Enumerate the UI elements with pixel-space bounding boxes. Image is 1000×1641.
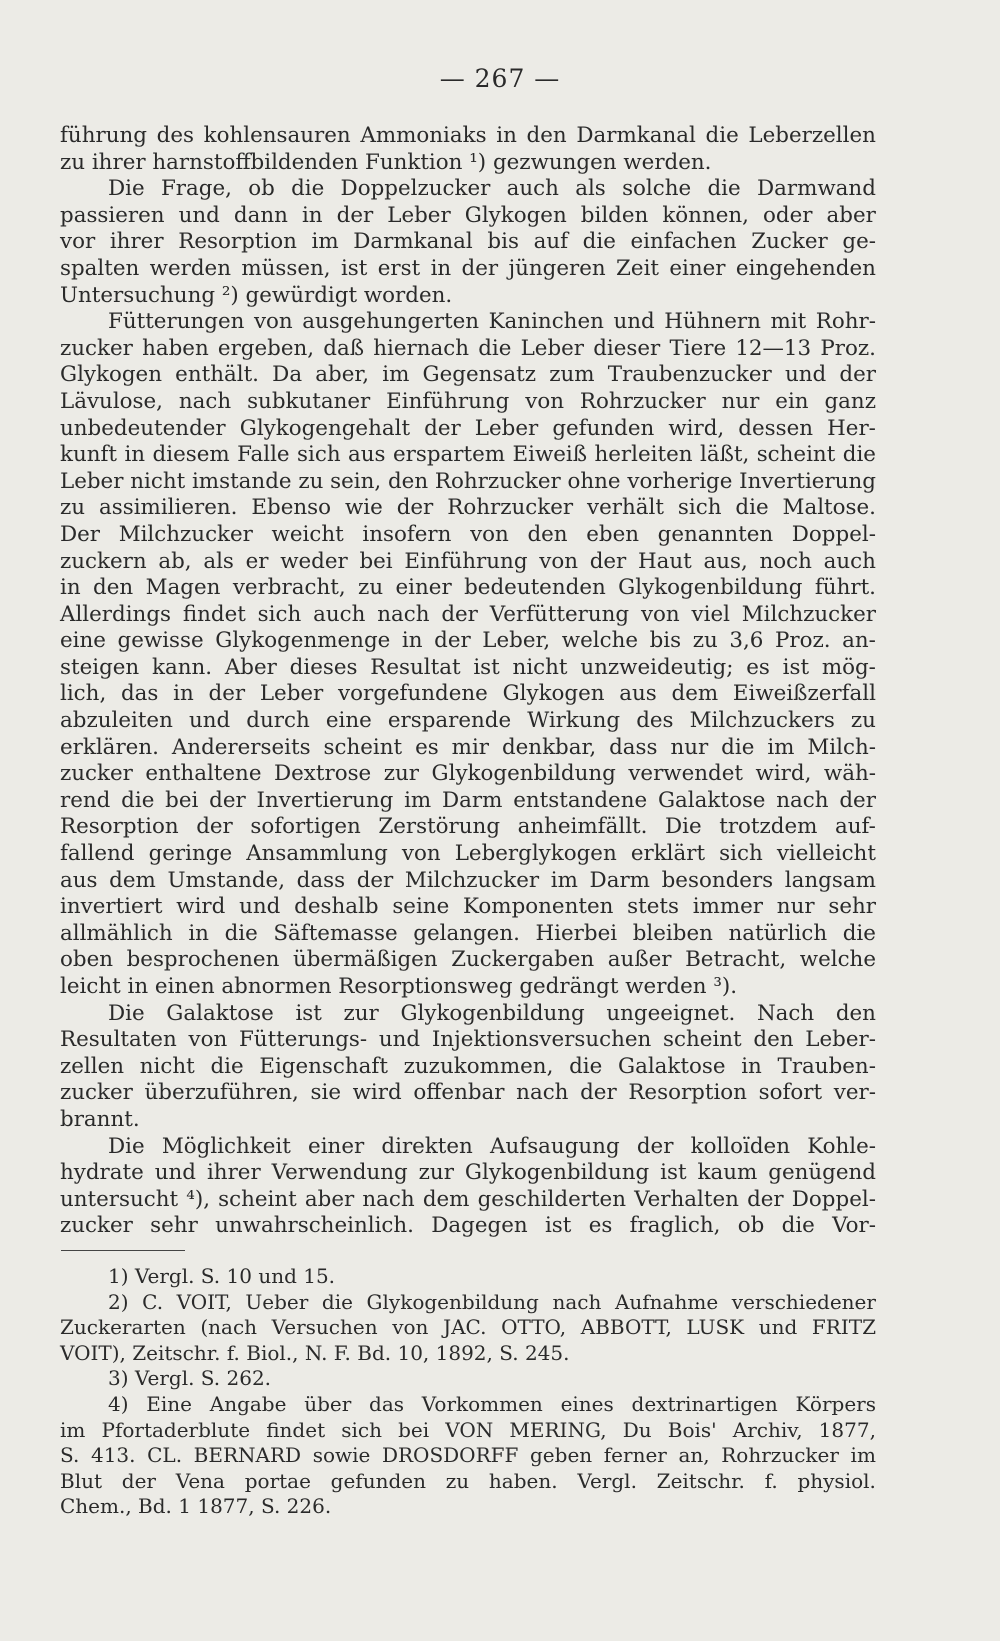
footnote-line: 2) C. VOIT, Ueber die Glykogenbildung nach Aufnahme verschiedener [108, 1289, 876, 1314]
footnote-line: 1) Vergl. S. 10 und 15. [108, 1264, 336, 1288]
text-line: zu assimilieren. Ebenso wie der Rohrzucker verhält sich die Maltose. [60, 495, 876, 521]
text-line: Leber nicht imstande zu sein, den Rohrzucker ohne vorherige Invertierung [60, 468, 876, 494]
text-line: Resorption der sofortigen Zerstörung anheimfällt. Die trotzdem auf- [60, 814, 876, 840]
text-line: zucker haben ergeben, daß hiernach die Leber dieser Tiere 12—13 Proz. [60, 335, 876, 361]
text-line: Die Möglichkeit einer direkten Aufsaugung der kolloïden Kohle- [108, 1133, 876, 1159]
text-line: steigen kann. Aber dieses Resultat ist nicht unzweideutig; es ist mög- [60, 654, 876, 680]
text-line: abzuleiten und durch eine ersparende Wirkung des Milchzuckers zu [60, 708, 876, 734]
text-line: Untersuchung ²) gewürdigt worden. [60, 282, 453, 308]
text-line: zucker überzuführen, sie wird offenbar nach der Resorption sofort ver- [60, 1080, 876, 1106]
text-line: invertiert wird und deshalb seine Komponenten stets immer nur sehr [60, 894, 876, 920]
text-line: fallend geringe Ansammlung von Leberglykogen erklärt sich vielleicht [60, 841, 876, 867]
text-line: allmählich in die Säftemasse gelangen. Hierbei bleiben natürlich die [60, 920, 876, 946]
text-line: Resultaten von Fütterungs- und Injektionsversuchen scheint den Leber- [60, 1027, 876, 1053]
text-line: unbedeutender Glykogengehalt der Leber gefunden wird, dessen Her- [60, 415, 876, 441]
text-line: zuckern ab, als er weder bei Einführung von der Haut aus, noch auch [60, 548, 876, 574]
footnote-line: Chem., Bd. 1 1877, S. 226. [60, 1494, 332, 1519]
text-line: vor ihrer Resorption im Darmkanal bis auf die einfachen Zucker ge- [60, 229, 876, 255]
footnote-line: Blut der Vena portae gefunden zu haben. Vergl. Zeitschr. f. physiol. [60, 1468, 876, 1493]
footnote-line: S. 413. CL. BERNARD sowie DROSDORFF geben ferner an, Rohrzucker im [60, 1443, 876, 1468]
text-line: leicht in einen abnormen Resorptionsweg gedrängt werden ³). [60, 974, 738, 999]
text-line: untersucht ⁴), scheint aber nach dem geschilderten Verhalten der Doppel- [60, 1186, 876, 1212]
text-line: oben besprochenen übermäßigen Zuckergaben außer Betracht, welche [60, 947, 876, 973]
text-line: erklären. Andererseits scheint es mir denkbar, dass nur die im Milch- [60, 734, 876, 760]
text-line: Die Galaktose ist zur Glykogenbildung ungeeignet. Nach den [108, 1000, 876, 1026]
text-line: zu ihrer harnstoffbildenden Funktion ¹) gezwungen werden. [60, 149, 712, 175]
text-line: rend die bei der Invertierung im Darm entstandene Galaktose nach der [60, 787, 876, 813]
footnote-line: im Pfortaderblute findet sich bei VON MERING, Du Bois' Archiv, 1877, [60, 1417, 876, 1442]
footnote-line: 4) Eine Angabe über das Vorkommen eines dextrinartigen Körpers [108, 1391, 876, 1416]
text-line: Der Milchzucker weicht insofern von den eben genannten Doppel- [60, 521, 876, 547]
text-line: spalten werden müssen, ist erst in der jüngeren Zeit einer eingehenden [60, 255, 876, 281]
text-line: passieren und dann in der Leber Glykogen bilden können, oder aber [60, 202, 876, 228]
text-line: kunft in diesem Falle sich aus erspartem Eiweiß herleiten läßt, scheint die [60, 442, 876, 468]
footnotes [60, 1264, 876, 1520]
text-line: lich, das in der Leber vorgefundene Glykogen aus dem Eiweißzerfall [60, 681, 876, 707]
text-line: Fütterungen von ausgehungerten Kaninchen und Hühnern mit Rohr- [108, 309, 876, 335]
text-line: in den Magen verbracht, zu einer bedeutenden Glykogenbildung führt. [60, 575, 876, 601]
text-line: aus dem Umstande, dass der Milchzucker im Darm besonders langsam [60, 867, 876, 893]
footnote-line: Zuckerarten (nach Versuchen von JAC. OTTO, ABBOTT, LUSK und FRITZ [60, 1315, 876, 1340]
footnote-line: VOIT), Zeitschr. f. Biol., N. F. Bd. 10, 1892, S. 245. [60, 1340, 570, 1365]
text-line: Lävulose, nach subkutaner Einführung von Rohrzucker nur ein ganz [60, 388, 876, 414]
text-line: Allerdings findet sich auch nach der Verfütterung von viel Milchzucker [60, 601, 876, 627]
text-line: zucker sehr unwahrscheinlich. Dagegen ist es fraglich, ob die Vor- [60, 1213, 876, 1239]
text-line: zellen nicht die Eigenschaft zuzukommen, die Galaktose in Trauben- [60, 1053, 876, 1079]
page-number: — 267 — [439, 64, 561, 93]
text-line: Die Frage, ob die Doppelzucker auch als solche die Darmwand [108, 176, 876, 202]
text-line: Glykogen enthält. Da aber, im Gegensatz zum Traubenzucker und der [60, 362, 876, 388]
text-line: führung des kohlensauren Ammoniaks in den Darmkanal die Leberzellen [60, 123, 876, 148]
footnote-line: 3) Vergl. S. 262. [108, 1366, 272, 1391]
body-text [60, 123, 876, 1240]
text-line: brannt. [60, 1106, 140, 1132]
text-line: eine gewisse Glykogenmenge in der Leber, welche bis zu 3,6 Proz. an- [60, 628, 876, 654]
text-line: zucker enthaltene Dextrose zur Glykogenbildung verwendet wird, wäh- [60, 761, 876, 787]
text-line: hydrate und ihrer Verwendung zur Glykogenbildung ist kaum genügend [60, 1160, 876, 1186]
footnote-rule [61, 1250, 185, 1251]
